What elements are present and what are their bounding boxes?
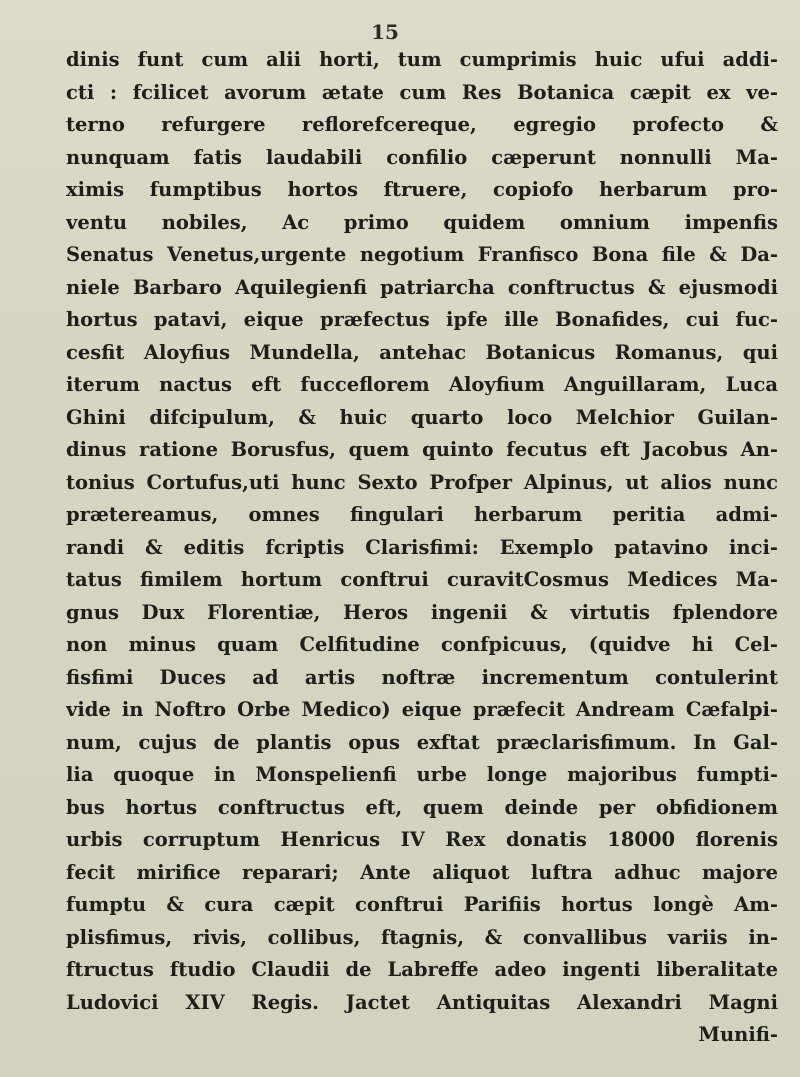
text-line: urbis corruptum Henricus IV Rex donatis 18000 florenis bbox=[66, 828, 778, 851]
text-line: nunquam fatis laudabili confilio cæperunt nonnulli Ma- bbox=[66, 145, 778, 169]
text-line: non minus quam Celfitudine confpicuus, (quidve hi Cel- bbox=[66, 633, 778, 656]
text-line: dinis funt cum alii horti, tum cumprimis huic ufui addi- bbox=[66, 48, 778, 71]
text-line: num, cujus de plantis opus exftat præclarisfimum. In Gal- bbox=[66, 730, 778, 754]
text-line: gnus Dux Florentiæ, Heros ingenii & virtutis fplendore bbox=[66, 600, 778, 624]
text-line: hortus patavi, eique præfectus ipfe ille Bonafides, cui fuc- bbox=[66, 308, 778, 331]
text-line: bus hortus conftructus eft, quem deinde per obfidionem bbox=[66, 795, 778, 819]
text-line: plisfimus, rivis, collibus, ftagnis, & convallibus variis in- bbox=[66, 925, 778, 949]
text-line: ximis fumptibus hortos ftruere, copiofo herbarum pro- bbox=[66, 178, 778, 201]
text-line: prætereamus, omnes fingulari herbarum peritia admi- bbox=[66, 503, 778, 526]
body-text bbox=[66, 44, 778, 1052]
text-line: cesfit Aloyfius Mundella, antehac Botanicus Romanus, qui bbox=[66, 340, 778, 364]
text-line: lia quoque in Monspelienfi urbe longe majoribus fumpti- bbox=[66, 763, 778, 786]
text-line: tonius Cortufus,uti hunc Sexto Profper Alpinus, ut alios nunc bbox=[66, 470, 778, 494]
text-line: Ghini difcipulum, & huic quarto loco Melchior Guilan- bbox=[66, 405, 778, 429]
text-line: niele Barbaro Aquilegienfi patriarcha conftructus & ejusmodi bbox=[66, 275, 778, 299]
text-line: fecit mirifice reparari; Ante aliquot luftra adhuc majore bbox=[66, 860, 778, 884]
text-line: fumptu & cura cæpit conftrui Parifiis hortus longè Am- bbox=[66, 893, 778, 916]
text-line: terno refurgere reflorefcereque, egregio profecto & bbox=[66, 113, 778, 136]
text-line: Senatus Venetus,urgente negotium Franfisco Bona file & Da- bbox=[66, 243, 778, 266]
text-line: iterum nactus eft fucceflorem Aloyfium Anguillaram, Luca bbox=[66, 373, 778, 396]
catchword: Munifi- bbox=[698, 1023, 778, 1046]
text-line: tatus fimilem hortum conftrui curavitCosmus Medices Ma- bbox=[66, 568, 778, 591]
text-line: vide in Noftro Orbe Medico) eique præfecit Andream Cæfalpi- bbox=[66, 698, 778, 721]
text-line: Ludovici XIV Regis. Jactet Antiquitas Alexandri Magni bbox=[66, 990, 778, 1014]
text-line: randi & editis fcriptis Clarisfimi: Exemplo patavino inci- bbox=[66, 535, 778, 559]
text-line: cti : fcilicet avorum ætate cum Res Botanica cæpit ex ve- bbox=[66, 80, 778, 104]
text-line: ventu nobiles, Ac primo quidem omnium impenfis bbox=[66, 210, 778, 234]
text-line: ftructus ftudio Claudii de Labreffe adeo ingenti liberalitate bbox=[66, 958, 778, 981]
text-line: dinus ratione Borusfus, quem quinto fecutus eft Jacobus An- bbox=[66, 438, 778, 461]
page-number: 15 bbox=[371, 20, 399, 44]
text-line: fisfimi Duces ad artis noftræ incrementum contulerint bbox=[66, 665, 778, 689]
